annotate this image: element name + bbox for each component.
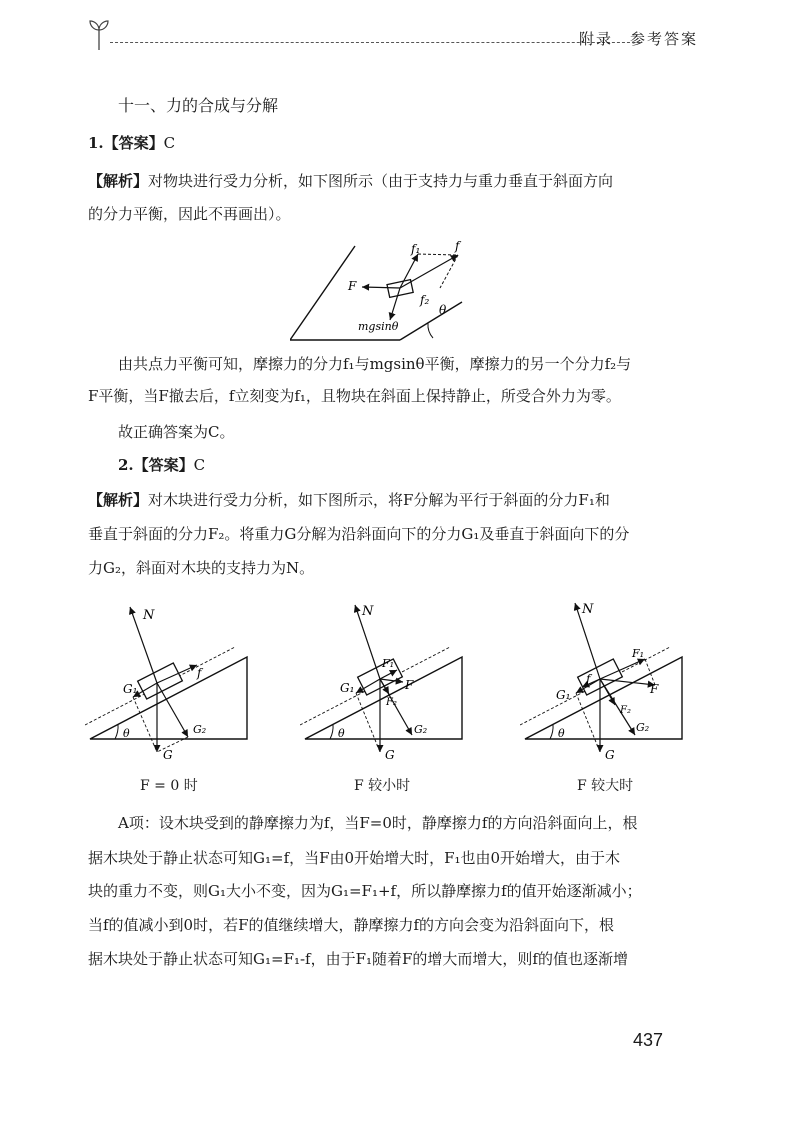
fig3-label-F2: F₂ — [620, 705, 631, 716]
diagram-f-large — [520, 597, 690, 767]
q1-para-2: F平衡，当F撤去后，f立刻变为f₁，且物块在斜面上保持静止，所受合外力为零。 — [88, 387, 621, 405]
diagram-f-zero — [85, 597, 255, 767]
q1-analysis-tag: 【解析】 — [88, 172, 149, 190]
fig2-label-F2: F₂ — [386, 697, 397, 708]
q2-analysis-text: 对木块进行受力分析，如下图所示，将F分解为平行于斜面的分力F₁和 — [148, 491, 610, 509]
q1-para-1: 由共点力平衡可知，摩擦力的分力f₁与mgsinθ平衡，摩擦力的另一个分力f₂与 — [118, 355, 632, 373]
caption-f-zero: F = 0 时 — [140, 778, 198, 794]
q2-answer — [118, 450, 723, 480]
q2-body-3: 块的重力不变，则G₁大小不变，因为G₁=F₁+f，所以静摩擦力f的值开始逐渐减小； — [88, 882, 642, 900]
fig2-label-G: G — [385, 748, 395, 762]
caption-f-large: F 较大时 — [577, 778, 634, 794]
fig1-label-f: f — [197, 666, 202, 680]
fig1-label-G1: G₁ — [123, 682, 138, 696]
q2-body-4: 当f的值减小到0时，若F的值继续增大，静摩擦力f的方向会变为沿斜面向下，根 — [88, 916, 615, 934]
fig1-label-G2: G₂ — [193, 723, 207, 736]
q1-analysis-line2: 的分力平衡，因此不再画出）。 — [88, 205, 291, 223]
fig1-label-theta: θ — [123, 727, 130, 740]
fig3-label-G2: G₂ — [636, 721, 650, 734]
q2-body-1: A项：设木块受到的静摩擦力为f，当F=0时，静摩擦力f的方向沿斜面向上，根 — [118, 814, 638, 832]
fig2-label-F1: F₁ — [382, 657, 395, 670]
fig2-label-F: F — [405, 678, 414, 692]
header-title: 附录 参考答案 — [578, 30, 698, 48]
label-f: f — [455, 240, 460, 253]
caption-f-small: F 较小时 — [354, 778, 411, 794]
q2-analysis-line3: 力G₂，斜面对木块的支持力为N。 — [88, 559, 315, 577]
section-title: 十一、力的合成与分解 — [118, 96, 279, 115]
fig3-label-G1: G₁ — [556, 688, 571, 702]
label-mgsin: mgsinθ — [358, 320, 399, 333]
incline-friction-diagram — [290, 240, 470, 346]
label-theta: θ — [439, 303, 447, 317]
q2-body-5: 据木块处于静止状态可知G₁=F₁-f，由于F₁随着F的增大而增大，则f的值也逐渐增 — [88, 950, 628, 968]
label-f2: f₂ — [420, 293, 430, 307]
fig3-label-f: f — [586, 672, 591, 686]
q1-answer-tag: 1.【答案】 — [88, 134, 164, 152]
page-header — [88, 18, 698, 58]
fig2-label-G2: G₂ — [414, 723, 428, 736]
sprout-icon — [88, 18, 110, 52]
label-F: F — [348, 279, 357, 293]
q1-answer-value: C — [163, 134, 176, 152]
q2-analysis-tag: 【解析】 — [88, 491, 149, 509]
label-f1: f₁ — [411, 242, 421, 256]
q1-answer — [88, 128, 693, 158]
diagram-f-small — [300, 597, 470, 767]
q2-analysis — [88, 485, 693, 515]
fig1-label-G: G — [163, 748, 173, 762]
fig2-label-theta: θ — [338, 727, 345, 740]
header-rule — [110, 42, 640, 43]
fig2-label-N: N — [362, 604, 374, 619]
q1-analysis-text: 对物块进行受力分析，如下图所示（由于支持力与重力垂直于斜面方向 — [148, 172, 614, 190]
fig3-label-F1: F₁ — [632, 647, 645, 660]
fig3-label-N: N — [582, 602, 594, 617]
q1-analysis — [88, 166, 693, 196]
fig3-label-F: F — [650, 682, 659, 696]
fig3-label-G: G — [605, 748, 615, 762]
q2-answer-value: C — [193, 456, 206, 474]
q2-answer-tag: 2.【答案】 — [118, 456, 194, 474]
q2-analysis-line2: 垂直于斜面的分力F₂。将重力G分解为沿斜面向下的分力G₁及垂直于斜面向下的分 — [88, 525, 630, 543]
q1-conclusion: 故正确答案为C。 — [118, 423, 235, 441]
fig2-label-G1: G₁ — [340, 681, 355, 695]
q2-body-2: 据木块处于静止状态可知G₁=f，当F由0开始增大时，F₁也由0开始增大，由于木 — [88, 849, 621, 867]
fig3-label-theta: θ — [558, 727, 565, 740]
page-number: 437 — [633, 1030, 664, 1050]
fig1-label-N: N — [143, 608, 155, 623]
